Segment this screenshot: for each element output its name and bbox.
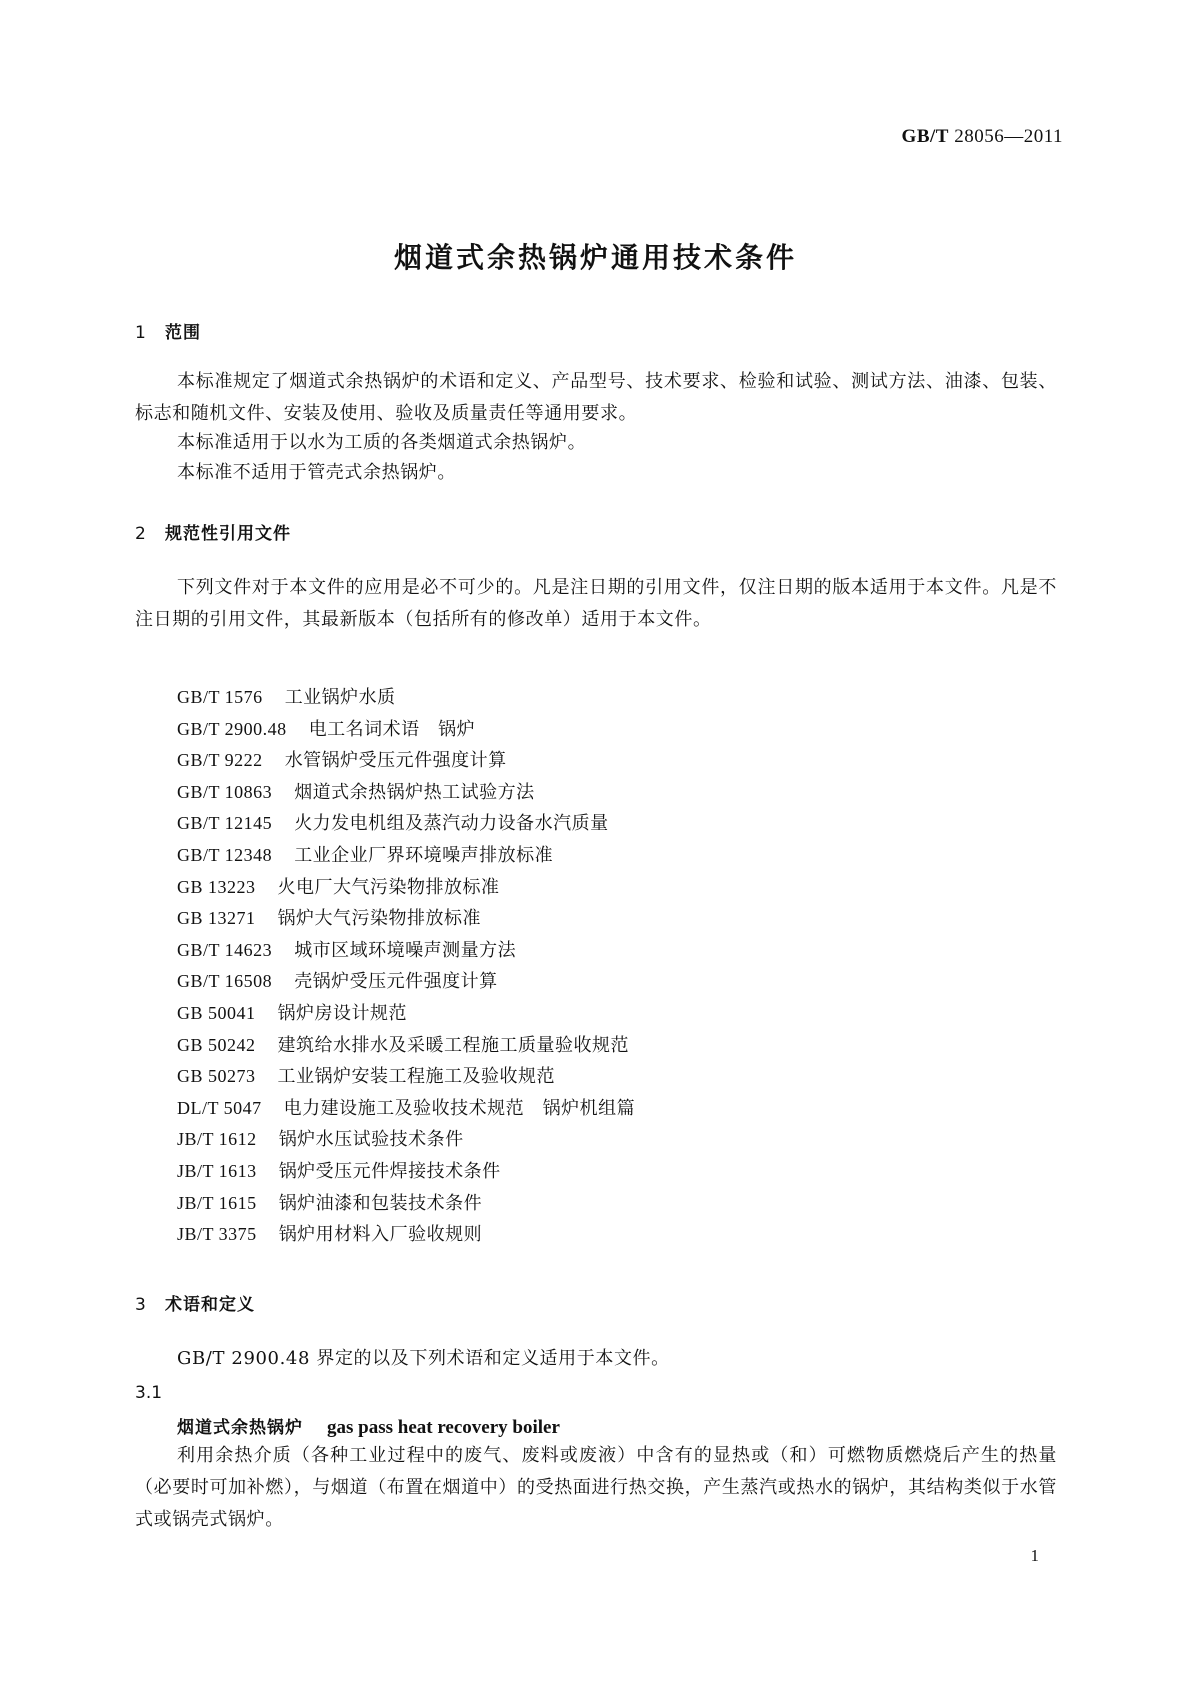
reference-item <box>177 1156 635 1188</box>
reference-title: 工业锅炉水质 <box>284 687 396 708</box>
reference-item <box>177 935 635 967</box>
reference-item <box>177 872 635 904</box>
reference-title: 锅炉水压试验技术条件 <box>278 1129 464 1151</box>
reference-code: GB/T 10863 <box>177 781 273 802</box>
reference-code: JB/T 1613 <box>177 1160 257 1181</box>
reference-item <box>177 777 635 809</box>
reference-item <box>177 682 635 714</box>
clause-number: 3.1 <box>135 1383 163 1403</box>
reference-item <box>177 745 635 777</box>
reference-item <box>177 1219 635 1251</box>
standard-number: 28056—2011 <box>954 126 1063 147</box>
reference-code: JB/T 3375 <box>177 1224 257 1245</box>
document-title: 烟道式余热锅炉通用技术条件 <box>393 241 797 274</box>
reference-code: GB 13223 <box>177 876 256 897</box>
section-1-heading <box>135 318 201 343</box>
reference-code: GB/T 12145 <box>177 813 273 834</box>
section-1-paragraph-1: 本标准规定了烟道式余热锅炉的术语和定义、产品型号、技术要求、检验和试验、测试方法、油漆、包装、标志和随机文件、安装及使用、验收及质量责任等通用要求。 <box>135 371 1057 424</box>
standard-prefix: GB/T <box>901 126 949 147</box>
reference-item <box>177 966 635 998</box>
term-english: gas pass heat recovery boiler <box>327 1417 560 1438</box>
reference-code: GB 13271 <box>177 908 256 929</box>
reference-code: JB/T 1615 <box>177 1192 257 1213</box>
normative-reference-list <box>177 682 635 1251</box>
reference-title: 城市区域环境噪声测量方法 <box>294 939 517 961</box>
reference-item <box>177 903 635 935</box>
reference-title: 锅炉油漆和包装技术条件 <box>278 1192 483 1214</box>
reference-code: GB/T 9222 <box>177 750 263 771</box>
section-title: 范围 <box>165 323 201 343</box>
page-number: 1 <box>1030 1546 1039 1565</box>
reference-title: 壳锅炉受压元件强度计算 <box>294 971 498 993</box>
reference-item <box>177 1061 635 1093</box>
reference-title: 锅炉大气污染物排放标准 <box>277 908 482 930</box>
reference-title: 电力建设施工及验收技术规范 锅炉机组篇 <box>283 1097 636 1119</box>
reference-title: 烟道式余热锅炉热工试验方法 <box>294 781 535 803</box>
reference-item <box>177 1093 635 1125</box>
reference-item <box>177 714 635 746</box>
reference-code: GB/T 14623 <box>177 939 273 960</box>
reference-code: GB/T 1576 <box>177 687 263 707</box>
section-1-paragraph-2: 本标准适用于以水为工质的各类烟道式余热锅炉。 <box>177 432 587 453</box>
term-chinese: 烟道式余热锅炉 <box>177 1418 303 1438</box>
reference-item <box>177 840 635 872</box>
reference-item <box>177 1030 635 1062</box>
reference-item <box>177 808 635 840</box>
reference-title: 水管锅炉受压元件强度计算 <box>284 750 507 772</box>
section-2-intro: 下列文件对于本文件的应用是必不可少的。凡是注日期的引用文件，仅注日期的版本适用于本文件。凡是不注日期的引用文件，其最新版本（包括所有的修改单）适用于本文件。 <box>135 577 1057 630</box>
section-3-intro: GB/T 2900.48 界定的以及下列术语和定义适用于本文件。 <box>177 1348 670 1369</box>
reference-title: 工业企业厂界环境噪声排放标准 <box>294 844 554 866</box>
reference-code: JB/T 1612 <box>177 1129 257 1150</box>
section-title: 规范性引用文件 <box>165 524 291 544</box>
section-title: 术语和定义 <box>165 1295 255 1315</box>
reference-code: GB/T 2900.48 <box>177 718 287 739</box>
reference-code: GB/T 12348 <box>177 844 273 865</box>
reference-title: 火电厂大气污染物排放标准 <box>277 876 500 898</box>
section-number: 2 <box>135 524 147 544</box>
reference-code: GB 50242 <box>177 1034 256 1055</box>
reference-code: DL/T 5047 <box>177 1097 262 1118</box>
reference-title: 工业锅炉安装工程施工及验收规范 <box>277 1066 556 1088</box>
reference-title: 火力发电机组及蒸汽动力设备水汽质量 <box>294 813 609 835</box>
term-definition: 利用余热介质（各种工业过程中的废气、废料或废液）中含有的显热或（和）可燃物质燃烧后产生的热量（必要时可加补燃），与烟道（布置在烟道中）的受热面进行热交换，产生蒸汽或热水的锅炉，其结构类似于水管式或锅壳式锅炉。 <box>135 1445 1057 1530</box>
reference-title: 锅炉用材料入厂验收规则 <box>278 1224 483 1246</box>
reference-code: GB 50273 <box>177 1066 256 1087</box>
section-3-heading <box>135 1290 255 1315</box>
reference-item <box>177 998 635 1030</box>
section-2-heading <box>135 519 291 544</box>
reference-item <box>177 1124 635 1156</box>
reference-title: 锅炉受压元件焊接技术条件 <box>278 1160 501 1182</box>
section-1-paragraph-3: 本标准不适用于管壳式余热锅炉。 <box>177 462 456 483</box>
reference-item <box>177 1188 635 1220</box>
reference-code: GB 50041 <box>177 1002 256 1023</box>
reference-code: GB/T 16508 <box>177 971 273 992</box>
section-number: 1 <box>135 323 147 343</box>
term-entry <box>177 1413 560 1439</box>
reference-title: 锅炉房设计规范 <box>277 1002 408 1024</box>
reference-title: 电工名词术语 锅炉 <box>308 718 476 740</box>
standard-code <box>902 126 1063 148</box>
reference-title: 建筑给水排水及采暖工程施工质量验收规范 <box>277 1034 630 1056</box>
section-number: 3 <box>135 1295 147 1315</box>
